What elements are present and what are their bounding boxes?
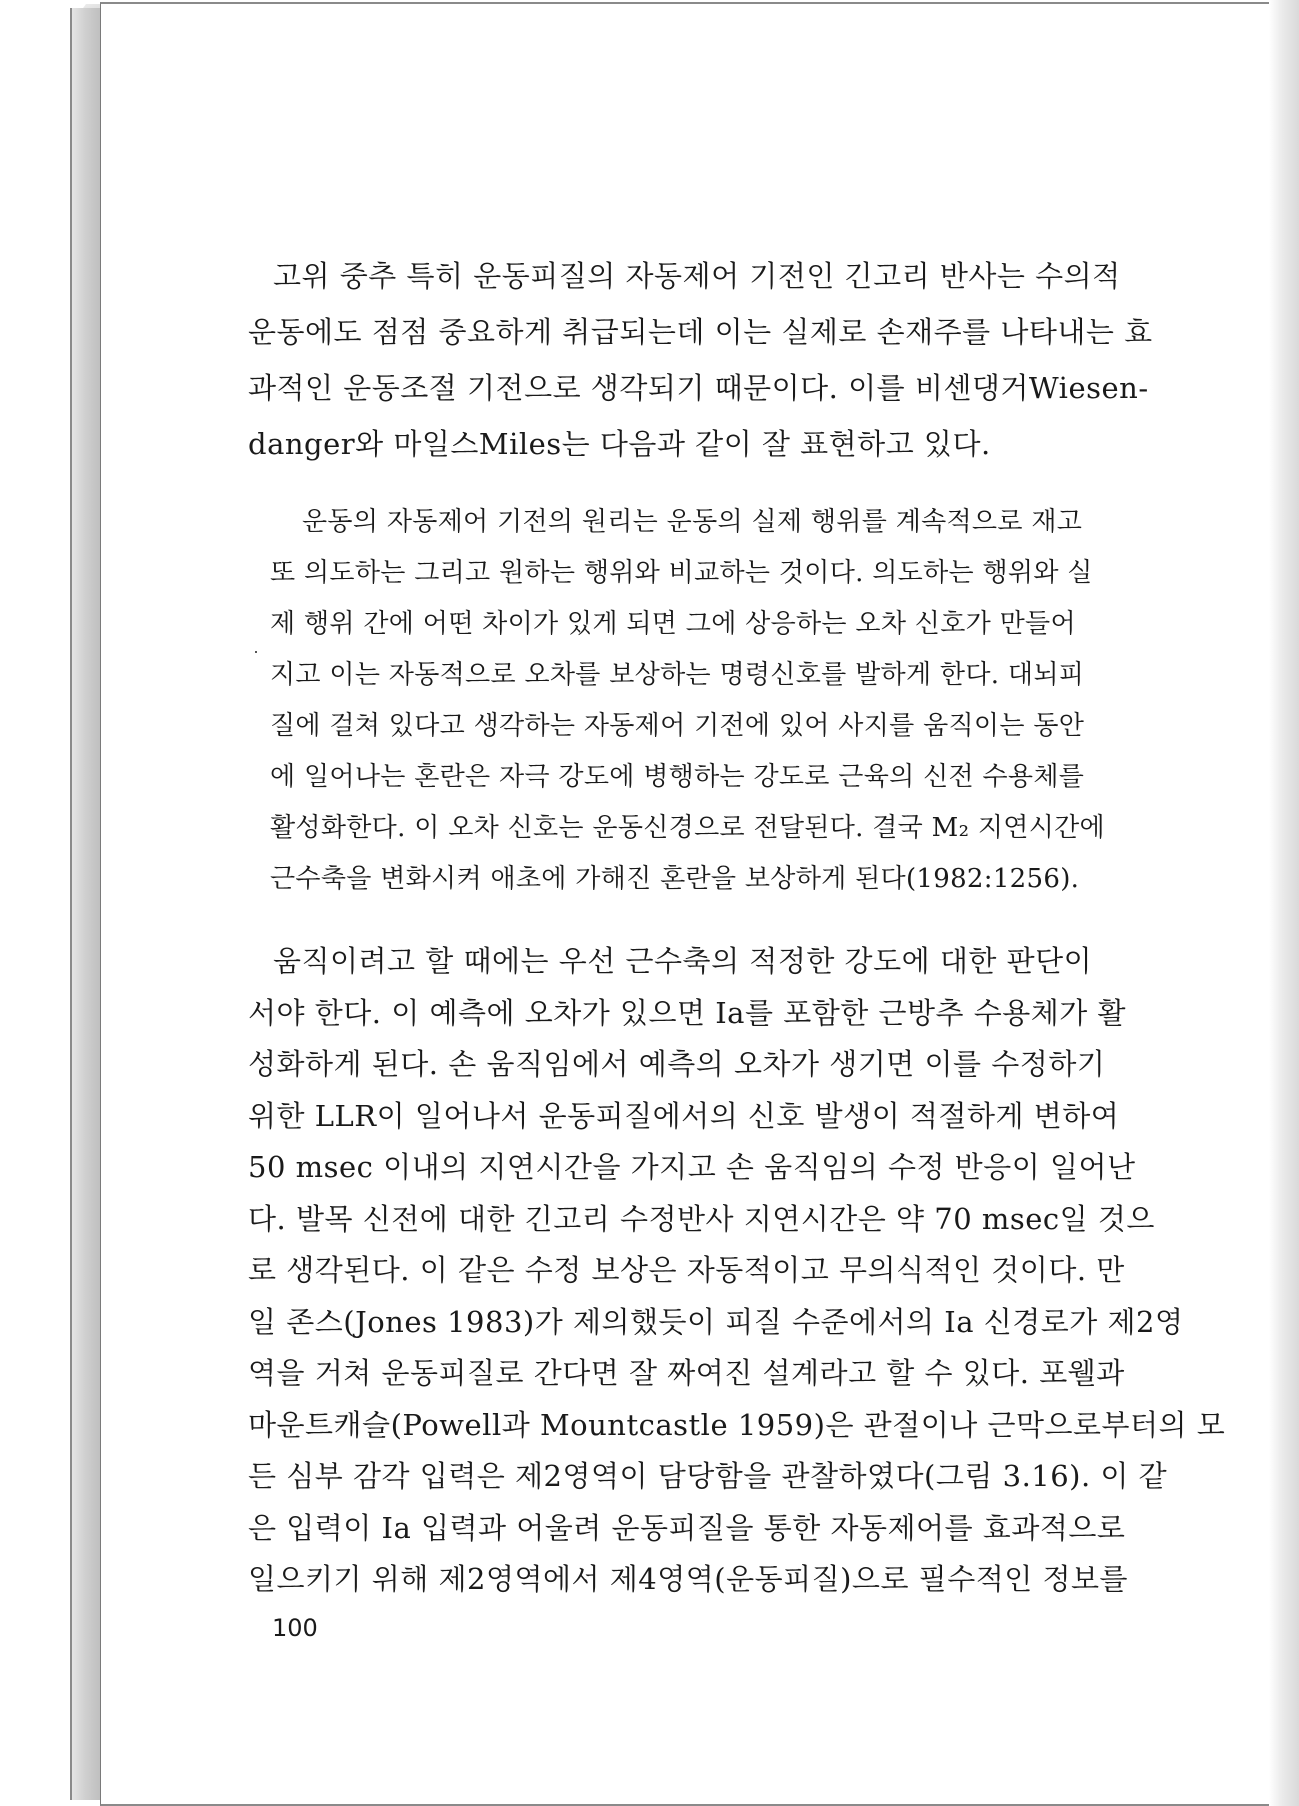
paragraph-line: 은 입력이 Ia 입력과 어울려 운동피질을 통한 자동제어를 효과적으로 — [248, 1510, 1126, 1545]
paragraph-line: 성화하게 된다. 손 움직임에서 예측의 오차가 생기면 이를 수정하기 — [248, 1047, 1106, 1081]
paragraph-2 — [248, 936, 1226, 1606]
paragraph-line: 일 존스(Jones 1983)가 제의했듯이 피질 수준에서의 Ia 신경로가 제2영 — [248, 1304, 1184, 1339]
paragraph-line: 위한 LLR이 일어나서 운동피질에서의 신호 발생이 적절하게 변하여 — [248, 1098, 1120, 1133]
quote-line: 제 행위 간에 어떤 차이가 있게 되면 그에 상응하는 오차 신호가 만들어 — [270, 609, 1076, 639]
block-quote — [270, 497, 1138, 905]
paragraph-line: 운동에도 점점 중요하게 취급되는데 이는 실제로 손재주를 나타내는 효 — [248, 315, 1153, 349]
paragraph-line: 과적인 운동조절 기전으로 생각되기 때문이다. 이를 비센댕거Wiesen- — [248, 371, 1149, 405]
paragraph-1 — [248, 248, 1153, 472]
page-shadow — [1269, 0, 1299, 1806]
paragraph-line: 든 심부 감각 입력은 제2영역이 담당함을 관찰하였다(그림 3.16). 이 같 — [248, 1459, 1168, 1493]
quote-line: 질에 걸쳐 있다고 생각하는 자동제어 기전에 있어 사지를 움직이는 동안 — [270, 711, 1085, 741]
quote-line: 지고 이는 자동적으로 오차를 보상하는 명령신호를 발하게 한다. 대뇌피 — [270, 660, 1085, 690]
paragraph-line: 움직이려고 할 때에는 우선 근수축의 적정한 강도에 대한 판단이 — [273, 944, 1093, 978]
paragraph-line: 마운트캐슬(Powell과 Mountcastle 1959)은 관절이나 근막으로부터의 모 — [248, 1407, 1226, 1442]
paragraph-line: 50 msec 이내의 지연시간을 가지고 손 움직임의 수정 반응이 일어난 — [248, 1150, 1136, 1184]
quote-line: 또 의도하는 그리고 원하는 행위와 비교하는 것이다. 의도하는 행위와 실 — [270, 558, 1093, 588]
page-number: 100 — [272, 1614, 318, 1642]
paragraph-line: 서야 한다. 이 예측에 오차가 있으면 Ia를 포함한 근방추 수용체가 활 — [248, 995, 1127, 1030]
paragraph-line: 다. 발목 신전에 대한 긴고리 수정반사 지연시간은 약 70 msec일 것으 — [248, 1201, 1155, 1236]
quote-line: 근수축을 변화시켜 애초에 가해진 혼란을 보상하게 된다(1982:1256). — [270, 864, 1080, 894]
quote-line: 활성화한다. 이 오차 신호는 운동신경으로 전달된다. 결국 M₂ 지연시간에 — [270, 813, 1105, 843]
paragraph-line: 역을 거쳐 운동피질로 간다면 잘 짜여진 설계라고 할 수 있다. 포웰과 — [248, 1356, 1125, 1390]
paragraph-line: 로 생각된다. 이 같은 수정 보상은 자동적이고 무의식적인 것이다. 만 — [248, 1253, 1125, 1287]
paragraph-line: danger와 마일스Miles는 다음과 같이 잘 표현하고 있다. — [248, 427, 991, 461]
quote-line: 에 일어나는 혼란은 자극 강도에 병행하는 강도로 근육의 신전 수용체를 — [270, 762, 1085, 792]
book-page-edges — [70, 8, 102, 1800]
paragraph-line: 고위 중추 특히 운동피질의 자동제어 기전인 긴고리 반사는 수의적 — [273, 259, 1121, 293]
stray-mark — [255, 651, 257, 653]
quote-line: 운동의 자동제어 기전의 원리는 운동의 실제 행위를 계속적으로 재고 — [302, 507, 1083, 537]
paragraph-line: 일으키기 위해 제2영역에서 제4영역(운동피질)으로 필수적인 정보를 — [248, 1562, 1128, 1596]
